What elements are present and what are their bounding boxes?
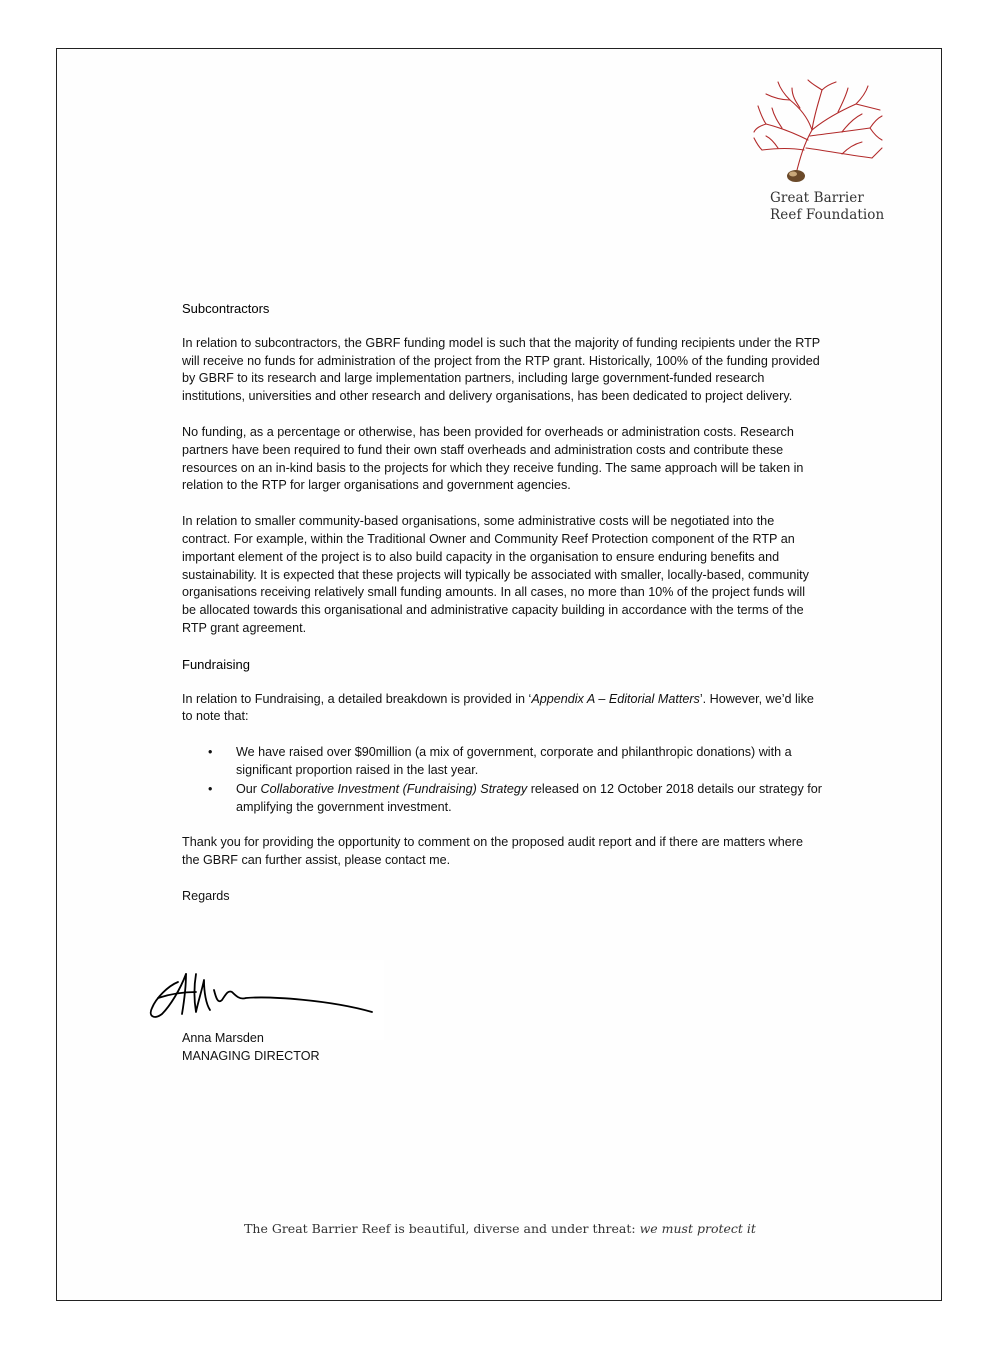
signature-image xyxy=(140,960,384,1040)
subcontractors-paragraph-1: In relation to subcontractors, the GBRF funding model is such that the majority of funding recipients under the RTP will receive no funds for administration of the project from the RTP grant. Historically, 100% of the funding provided by GBRF to its research and large implementation partners, including large government-funded research institutions, universities and other research and delivery organisations, has been dedicated to project delivery. xyxy=(182,335,820,404)
logo-line-2: Reef Foundation xyxy=(770,207,885,223)
subcontractors-paragraph-2: No funding, as a percentage or otherwise, has been provided for overheads or administration costs. Research partners have been required to fund their own staff overheads and administration costs and contribute these resources on an in-kind basis to the projects for which they receive funding. The same approach will be taken in relation to the RTP for larger organisations and government agencies. xyxy=(182,424,804,493)
coral-fan-icon xyxy=(752,78,884,186)
fundraising-bullet-list xyxy=(182,744,822,816)
closing-paragraph: Thank you for providing the opportunity to comment on the proposed audit report and if there are matters where the GBRF can further assist, please contact me. xyxy=(182,835,803,868)
footer-tagline: The Great Barrier Reef is beautiful, diverse and under threat: we must protect it xyxy=(244,1221,756,1236)
fundraising-heading: Fundraising xyxy=(182,656,250,672)
letter-body xyxy=(182,300,822,924)
list-item: • Our Collaborative Investment (Fundraising) Strategy released on 12 October 2018 details our strategy for amplifying the government investment. xyxy=(208,781,822,814)
signature-icon xyxy=(140,960,384,1040)
subcontractors-paragraph-3: In relation to smaller community-based organisations, some administrative costs will be negotiated into the contract. For example, within the Traditional Owner and Community Reef Protection component of the RTP an important element of the project is to also build capacity in the organisation to ensure enduring benefits and sustainability. It is expected that these projects will typically be associated with smaller, locally-based, community organisations receiving relatively small funding amounts. In all cases, no more than 10% of the project funds will be allocated towards this organisational and administrative capacity building in accordance with the terms of the RTP grant agreement. xyxy=(182,514,809,635)
logo-line-1: Great Barrier xyxy=(770,190,864,206)
bullet-icon: • xyxy=(208,781,213,796)
subcontractors-heading: Subcontractors xyxy=(182,301,270,316)
signatory-title: MANAGING DIRECTOR xyxy=(182,1048,320,1063)
list-item: • We have raised over $90million (a mix of government, corporate and philanthropic donations) with a significant proportion raised in the last year. xyxy=(208,745,792,777)
signatory-name: Anna Marsden xyxy=(182,1031,264,1045)
fundraising-intro: In relation to Fundraising, a detailed breakdown is provided in ‘Appendix A – Editorial Matters’. However, we’d like to note that: xyxy=(182,691,814,724)
bullet-icon: • xyxy=(208,745,213,760)
logo xyxy=(748,78,888,224)
regards: Regards xyxy=(182,888,230,903)
signatory xyxy=(182,1030,320,1066)
